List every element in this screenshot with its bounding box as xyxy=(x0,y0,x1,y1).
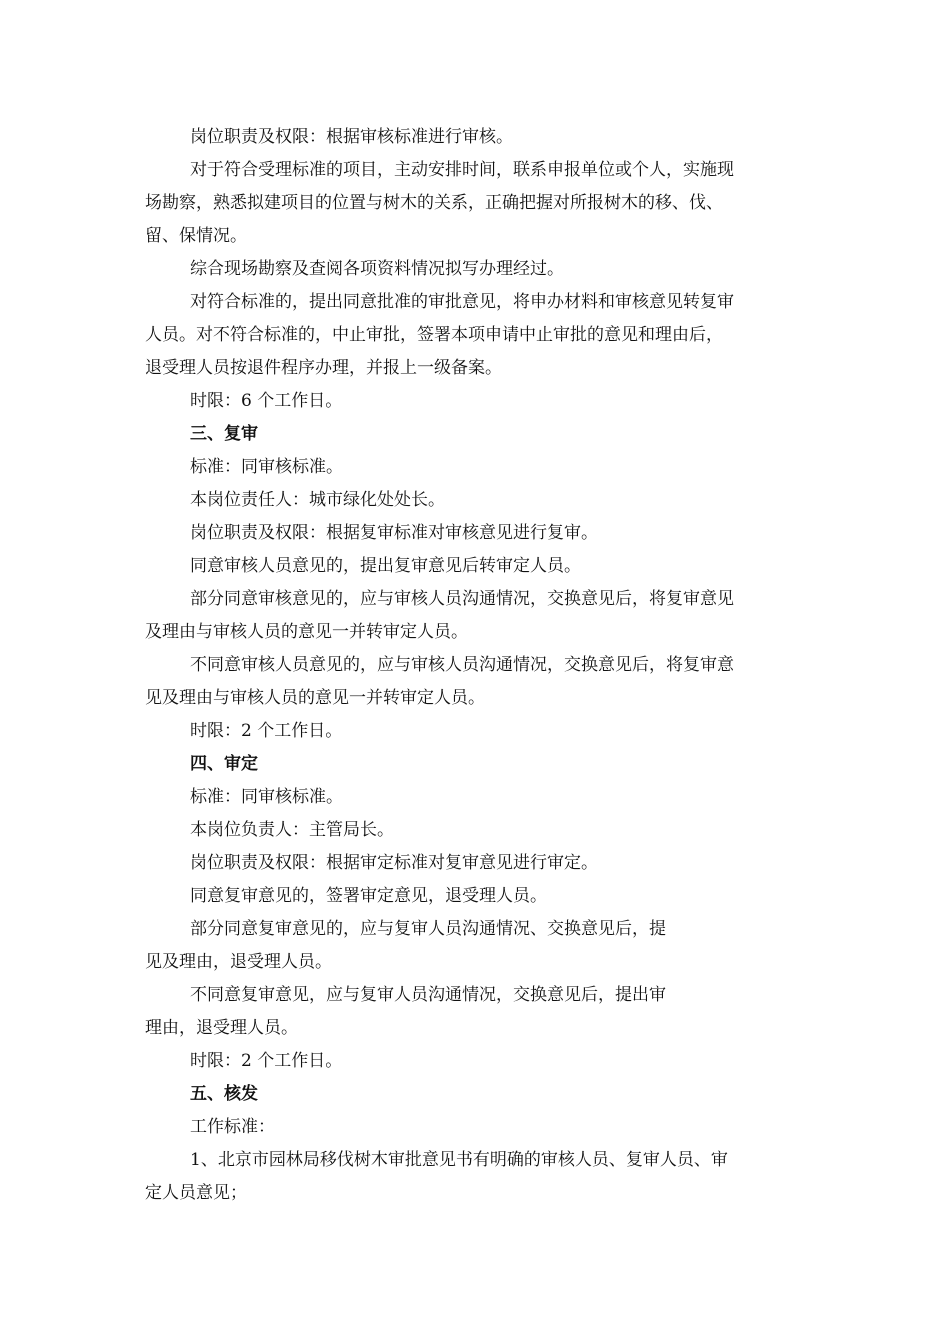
paragraph-line: 人员。对不符合标准的，中止审批，签署本项申请中止审批的意见和理由后， xyxy=(145,325,723,345)
paragraph-line: 岗位职责及权限：根据审定标准对复审意见进行审定。 xyxy=(190,853,598,873)
paragraph-line: 退受理人员按退件程序办理，并报上一级备案。 xyxy=(145,358,502,378)
paragraph-line: 同意复审意见的，签署审定意见，退受理人员。 xyxy=(190,886,547,906)
paragraph-line: 见及理由，退受理人员。 xyxy=(145,952,332,972)
paragraph-line: 岗位职责及权限：根据审核标准进行审核。 xyxy=(190,127,513,147)
paragraph-line: 及理由与审核人员的意见一并转审定人员。 xyxy=(145,622,468,642)
paragraph-line: 1、北京市园林局移伐树木审批意见书有明确的审核人员、复审人员、审 xyxy=(190,1150,728,1170)
paragraph-line: 综合现场勘察及查阅各项资料情况拟写办理经过。 xyxy=(190,259,564,279)
paragraph-line: 见及理由与审核人员的意见一并转审定人员。 xyxy=(145,688,485,708)
paragraph-line: 部分同意审核意见的，应与审核人员沟通情况，交换意见后，将复审意见 xyxy=(190,589,734,609)
time-limit-line: 时限：2 个工作日。 xyxy=(190,721,343,741)
paragraph-line: 本岗位责任人：城市绿化处处长。 xyxy=(190,490,445,510)
paragraph-line: 部分同意复审意见的，应与复审人员沟通情况、交换意见后，提 xyxy=(190,919,666,939)
section-heading-issuance: 五、核发 xyxy=(190,1084,258,1104)
paragraph-line: 标准：同审核标准。 xyxy=(190,457,343,477)
paragraph-line: 对符合标准的，提出同意批准的审批意见，将申办材料和审核意见转复审 xyxy=(190,292,734,312)
paragraph-line: 对于符合受理标准的项目，主动安排时间，联系申报单位或个人，实施现 xyxy=(190,160,734,180)
paragraph-line: 工作标准： xyxy=(190,1117,275,1137)
paragraph-line: 本岗位负责人：主管局长。 xyxy=(190,820,394,840)
time-limit-line: 时限：6 个工作日。 xyxy=(190,391,343,411)
paragraph-line: 岗位职责及权限：根据复审标准对审核意见进行复审。 xyxy=(190,523,598,543)
section-heading-review: 三、复审 xyxy=(190,424,258,444)
paragraph-line: 留、保情况。 xyxy=(145,226,247,246)
paragraph-line: 定人员意见； xyxy=(145,1183,247,1203)
paragraph-line: 不同意复审意见，应与复审人员沟通情况，交换意见后，提出审 xyxy=(190,985,666,1005)
paragraph-line: 理由，退受理人员。 xyxy=(145,1018,298,1038)
paragraph-line: 不同意审核人员意见的，应与审核人员沟通情况，交换意见后，将复审意 xyxy=(190,655,734,675)
time-limit-line: 时限：2 个工作日。 xyxy=(190,1051,343,1071)
paragraph-line: 标准：同审核标准。 xyxy=(190,787,343,807)
paragraph-line: 场勘察，熟悉拟建项目的位置与树木的关系，正确把握对所报树木的移、伐、 xyxy=(145,193,723,213)
paragraph-line: 同意审核人员意见的，提出复审意见后转审定人员。 xyxy=(190,556,581,576)
section-heading-approval: 四、审定 xyxy=(190,754,258,774)
